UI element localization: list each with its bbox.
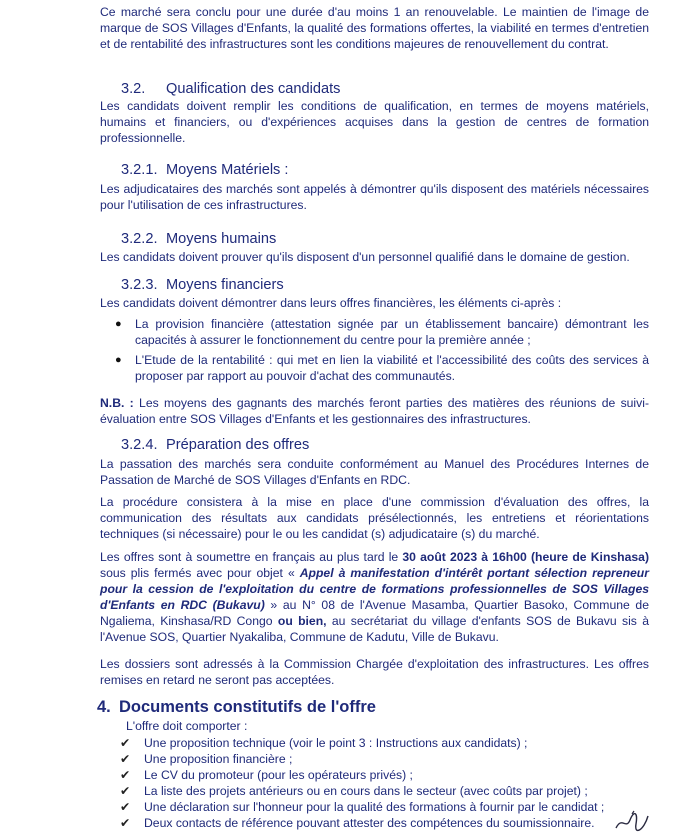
- heading-title: Qualification des candidats: [166, 81, 341, 97]
- list-item: [115, 352, 649, 384]
- item-text: Deux contacts de référence pouvant attester des compétences du soumissionnaire.: [144, 816, 595, 830]
- submission-text: Les offres sont à soumettre en français au plus tard le: [100, 550, 403, 564]
- heading-number: 4.: [97, 698, 111, 716]
- heading-3-2-4: [121, 436, 309, 454]
- heading-3-2-2: [121, 230, 276, 248]
- offer-lead: L'offre doit comporter :: [126, 719, 248, 733]
- bullet-icon: ●: [115, 318, 122, 330]
- list-item: [120, 815, 595, 831]
- paragraph-3-2: Les candidats doivent remplir les conditions de qualification, en termes de moyens matériels, humains et financiers, ou d'expériences acquises dans la gestion de centres de formation professionnelle.: [100, 99, 649, 145]
- checkmark-icon: ✔: [120, 736, 131, 750]
- list-item: [115, 316, 649, 348]
- checkmark-icon: ✔: [120, 816, 131, 830]
- bullet-icon: ●: [115, 354, 122, 366]
- item-text: Le CV du promoteur (pour les opérateurs privés) ;: [144, 768, 413, 782]
- item-text: La liste des projets antérieurs ou en cours dans le secteur (avec coûts par projet) ;: [144, 784, 588, 798]
- address-text: au secrétariat du village d'enfants SOS de Bukavu sis à l'Avenue SOS, Quartier Nyakaliba, Commune de Kadutu, Ville de Bukavu.: [100, 614, 649, 644]
- intro-paragraph: Ce marché sera conclu pour une durée d'au moins 1 an renouvelable. Le maintien de l'image de marque de SOS Villages d'Enfants, la qualité des formations offertes, la viabilité en termes d'entretien et de rentabilité des infrastructures sont les conditions majeures de renouvellement du contrat.: [100, 5, 649, 51]
- heading-3-2-1: [121, 161, 288, 179]
- list-item: [120, 799, 604, 815]
- paragraph-3-2-3: Les candidats doivent démontrer dans leurs offres financières, les éléments ci-après :: [100, 296, 562, 310]
- checkmark-icon: ✔: [120, 784, 131, 798]
- submission-text: sous plis fermés avec pour objet «: [100, 566, 300, 580]
- paragraph-3-2-4-a: La passation des marchés sera conduite conformément au Manuel des Procédures Internes de Passation de Marché de SOS Villages d'Enfants en RDC.: [100, 457, 649, 487]
- heading-3-2: [121, 80, 340, 98]
- heading-title: Documents constitutifs de l'offre: [119, 698, 376, 716]
- item-text: Une proposition technique (voir le point 3 : Instructions aux candidats) ;: [144, 736, 528, 750]
- nb-text: Les moyens des gagnants des marchés feront parties des matières des réunions de suivi-évaluation entre SOS Villages d'Enfants et les gestionnaires des infrastructures.: [100, 396, 650, 426]
- list-item: [120, 751, 292, 767]
- list-item: [120, 783, 588, 799]
- checkmark-icon: ✔: [120, 768, 131, 782]
- checkmark-icon: ✔: [120, 752, 131, 766]
- nb-note: [100, 395, 649, 427]
- address-text: » au N° 08 de l'Avenue Masamba, Quartier Basoko, Commune de Ngaliema, Kinshasa/RD Congo: [100, 598, 649, 628]
- heading-title: Moyens Matériels :: [166, 162, 289, 178]
- signature-icon: [612, 808, 652, 834]
- heading-title: Préparation des offres: [166, 437, 310, 453]
- heading-number: 3.2.2.: [121, 231, 158, 247]
- heading-title: Moyens financiers: [166, 277, 284, 293]
- list-item: [120, 735, 527, 751]
- paragraph-3-2-1: Les adjudicataires des marchés sont appelés à démontrer qu'ils disposent des matériels nécessaires pour l'utilisation de ces infrastructures.: [100, 182, 649, 212]
- paragraph-3-2-4-b: La procédure consistera à la mise en place d'une commission d'évaluation des offres, la communication des résultats aux candidats présélectionnés, les entretiens et réorientations techniques (si nécessaire) pour le ou les candidat (s) adjudicataire (s) du marché.: [100, 495, 649, 541]
- heading-number: 3.2.: [121, 81, 146, 97]
- checkmark-icon: ✔: [120, 800, 131, 814]
- paragraph-3-2-4-c: [100, 549, 649, 645]
- heading-number: 3.2.3.: [121, 277, 158, 293]
- item-text: Une proposition financière ;: [144, 752, 293, 766]
- bullet-text: L'Etude de la rentabilité : qui met en lien la viabilité et l'accessibilité des coûts des services à proposer par rapport au pouvoir d'achat des communautés.: [135, 353, 649, 383]
- heading-number: 3.2.4.: [121, 437, 158, 453]
- bullet-text: La provision financière (attestation signée par un établissement bancaire) démontrant les capacités à assurer le fonctionnement du centre pour la première année ;: [135, 317, 649, 347]
- heading-3-2-3: [121, 276, 284, 294]
- heading-number: 3.2.1.: [121, 162, 158, 178]
- item-text: Une déclaration sur l'honneur pour la qualité des formations à fournir par le candidat ;: [144, 800, 605, 814]
- object-title: Appel à manifestation d'intérêt portant sélection repreneur pour la cession de l'exploitation du centre de formations professionnelles de SOS Villages d'Enfants en RDC (Bukavu): [100, 566, 649, 612]
- nb-label: N.B. :: [100, 396, 134, 410]
- alternative-text: ou bien,: [277, 614, 327, 628]
- paragraph-3-2-4-d: Les dossiers sont adressés à la Commission Chargée d'exploitation des infrastructures. Les offres remises en retard ne seront pas acceptées.: [100, 657, 649, 687]
- heading-title: Moyens humains: [166, 231, 277, 247]
- deadline: 30 août 2023 à 16h00 (heure de Kinshasa): [402, 550, 650, 564]
- paragraph-3-2-2: Les candidats doivent prouver qu'ils disposent d'un personnel qualifié dans le domaine de gestion.: [100, 250, 630, 264]
- heading-4: [97, 697, 376, 717]
- list-item: [120, 767, 413, 783]
